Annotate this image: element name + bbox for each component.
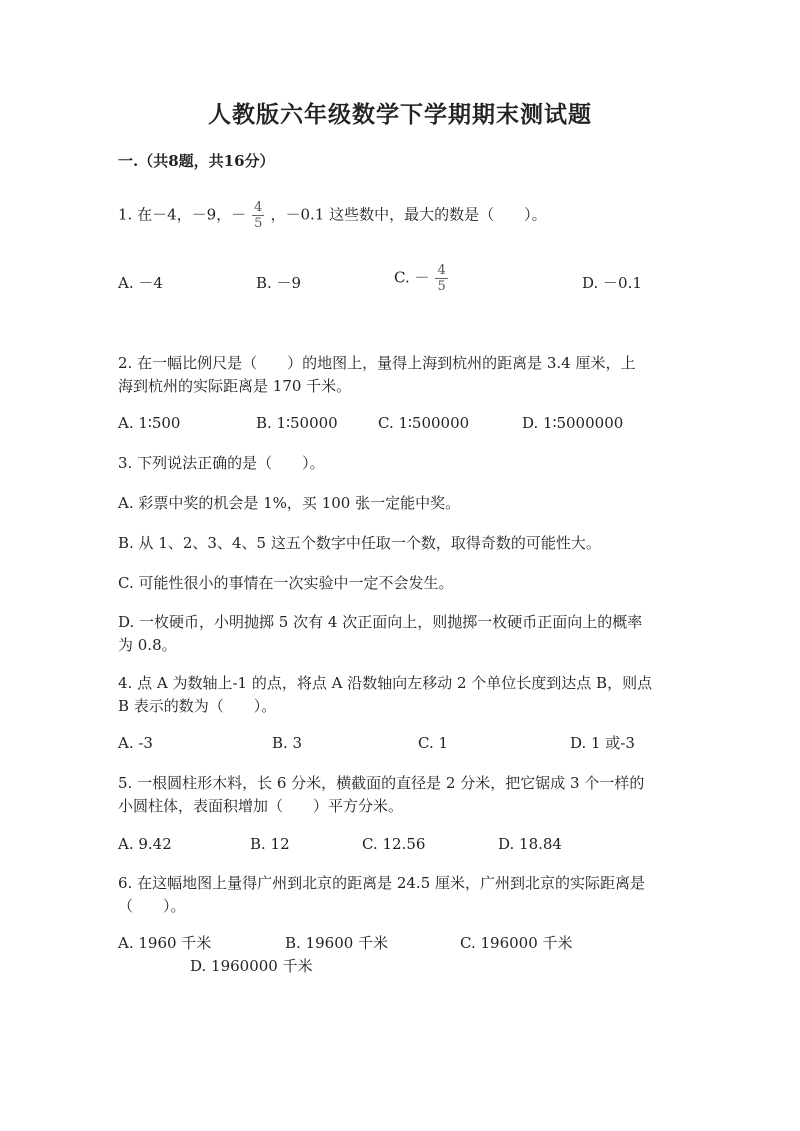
question-6-line-2: （ ）。 xyxy=(118,897,186,915)
question-5-line-2: 小圆柱体，表面积增加（ ）平方分米。 xyxy=(118,797,404,815)
question-4-option-d: D. 1 或-3 xyxy=(570,734,635,752)
section-heading: 一.（共8题，共16分） xyxy=(118,152,275,170)
question-6-line-1: 6. 在这幅地图上量得广州到北京的距离是 24.5 厘米，广州到北京的实际距离是 xyxy=(118,874,646,892)
question-6-option-d: D. 1960000 千米 xyxy=(190,957,313,975)
fraction-numerator: 4 xyxy=(254,200,263,215)
question-2-option-b: B. 1∶50000 xyxy=(256,414,338,432)
question-6-option-c: C. 196000 千米 xyxy=(460,934,573,952)
question-3-stem: 3. 下列说法正确的是（ ）。 xyxy=(118,454,325,472)
page-title: 人教版六年级数学下学期期末测试题 xyxy=(208,101,592,128)
question-3-option-d-line-1: D. 一枚硬币，小明抛掷 5 次有 4 次正面向上，则抛掷一枚硬币正面向上的概率 xyxy=(118,613,643,631)
question-1-option-c xyxy=(394,263,454,294)
question-4-option-a: A. -3 xyxy=(118,734,153,752)
question-2-option-c: C. 1∶500000 xyxy=(378,414,470,432)
question-1-option-a: A. －4 xyxy=(118,274,163,292)
question-4-line-2: B 表示的数为（ ）。 xyxy=(118,697,277,715)
question-5-option-a: A. 9.42 xyxy=(118,835,172,853)
question-4-option-c: C. 1 xyxy=(418,734,449,752)
question-1-stem-pre: 1. 在－4，－9，－ xyxy=(118,205,247,224)
option-c-fraction xyxy=(435,263,447,294)
question-2-line-1: 2. 在一幅比例尺是（ ）的地图上，量得上海到杭州的距离是 3.4 厘米，上 xyxy=(118,354,636,372)
fraction-denominator: 5 xyxy=(254,216,263,231)
question-5-option-b: B. 12 xyxy=(250,835,290,853)
question-1-option-b: B. －9 xyxy=(256,274,302,292)
question-2-option-a: A. 1∶500 xyxy=(118,414,181,432)
question-5-option-c: C. 12.56 xyxy=(362,835,426,853)
question-1-stem xyxy=(118,200,547,231)
question-1-option-c-label: C. － xyxy=(394,268,430,287)
question-3-option-b: B. 从 1、2、3、4、5 这五个数字中任取一个数，取得奇数的可能性大。 xyxy=(118,534,601,552)
question-6-option-b: B. 19600 千米 xyxy=(285,934,389,952)
question-3-option-a: A. 彩票中奖的机会是 1%，买 100 张一定能中奖。 xyxy=(118,494,461,512)
question-2-line-2: 海到杭州的实际距离是 170 千米。 xyxy=(118,377,352,395)
question-3-option-d-line-2: 为 0.8。 xyxy=(118,636,177,654)
question-1-option-d: D. －0.1 xyxy=(582,274,642,292)
question-5-option-d: D. 18.84 xyxy=(498,835,562,853)
question-3-option-c: C. 可能性很小的事情在一次实验中一定不会发生。 xyxy=(118,574,454,592)
fraction-denominator: 5 xyxy=(437,279,446,294)
question-4-line-1: 4. 点 A 为数轴上-1 的点，将点 A 沿数轴向左移动 2 个单位长度到达点 B，则点 xyxy=(118,674,653,692)
fraction-numerator: 4 xyxy=(437,263,446,278)
question-1-fraction xyxy=(252,200,264,231)
question-2-option-d: D. 1∶5000000 xyxy=(522,414,624,432)
question-6-option-a: A. 1960 千米 xyxy=(118,934,212,952)
question-4-option-b: B. 3 xyxy=(272,734,303,752)
question-1-stem-post: ，－0.1 这些数中，最大的数是（ ）。 xyxy=(270,205,547,224)
question-5-line-1: 5. 一根圆柱形木料，长 6 分米，横截面的直径是 2 分米，把它锯成 3 个一样的 xyxy=(118,774,645,792)
